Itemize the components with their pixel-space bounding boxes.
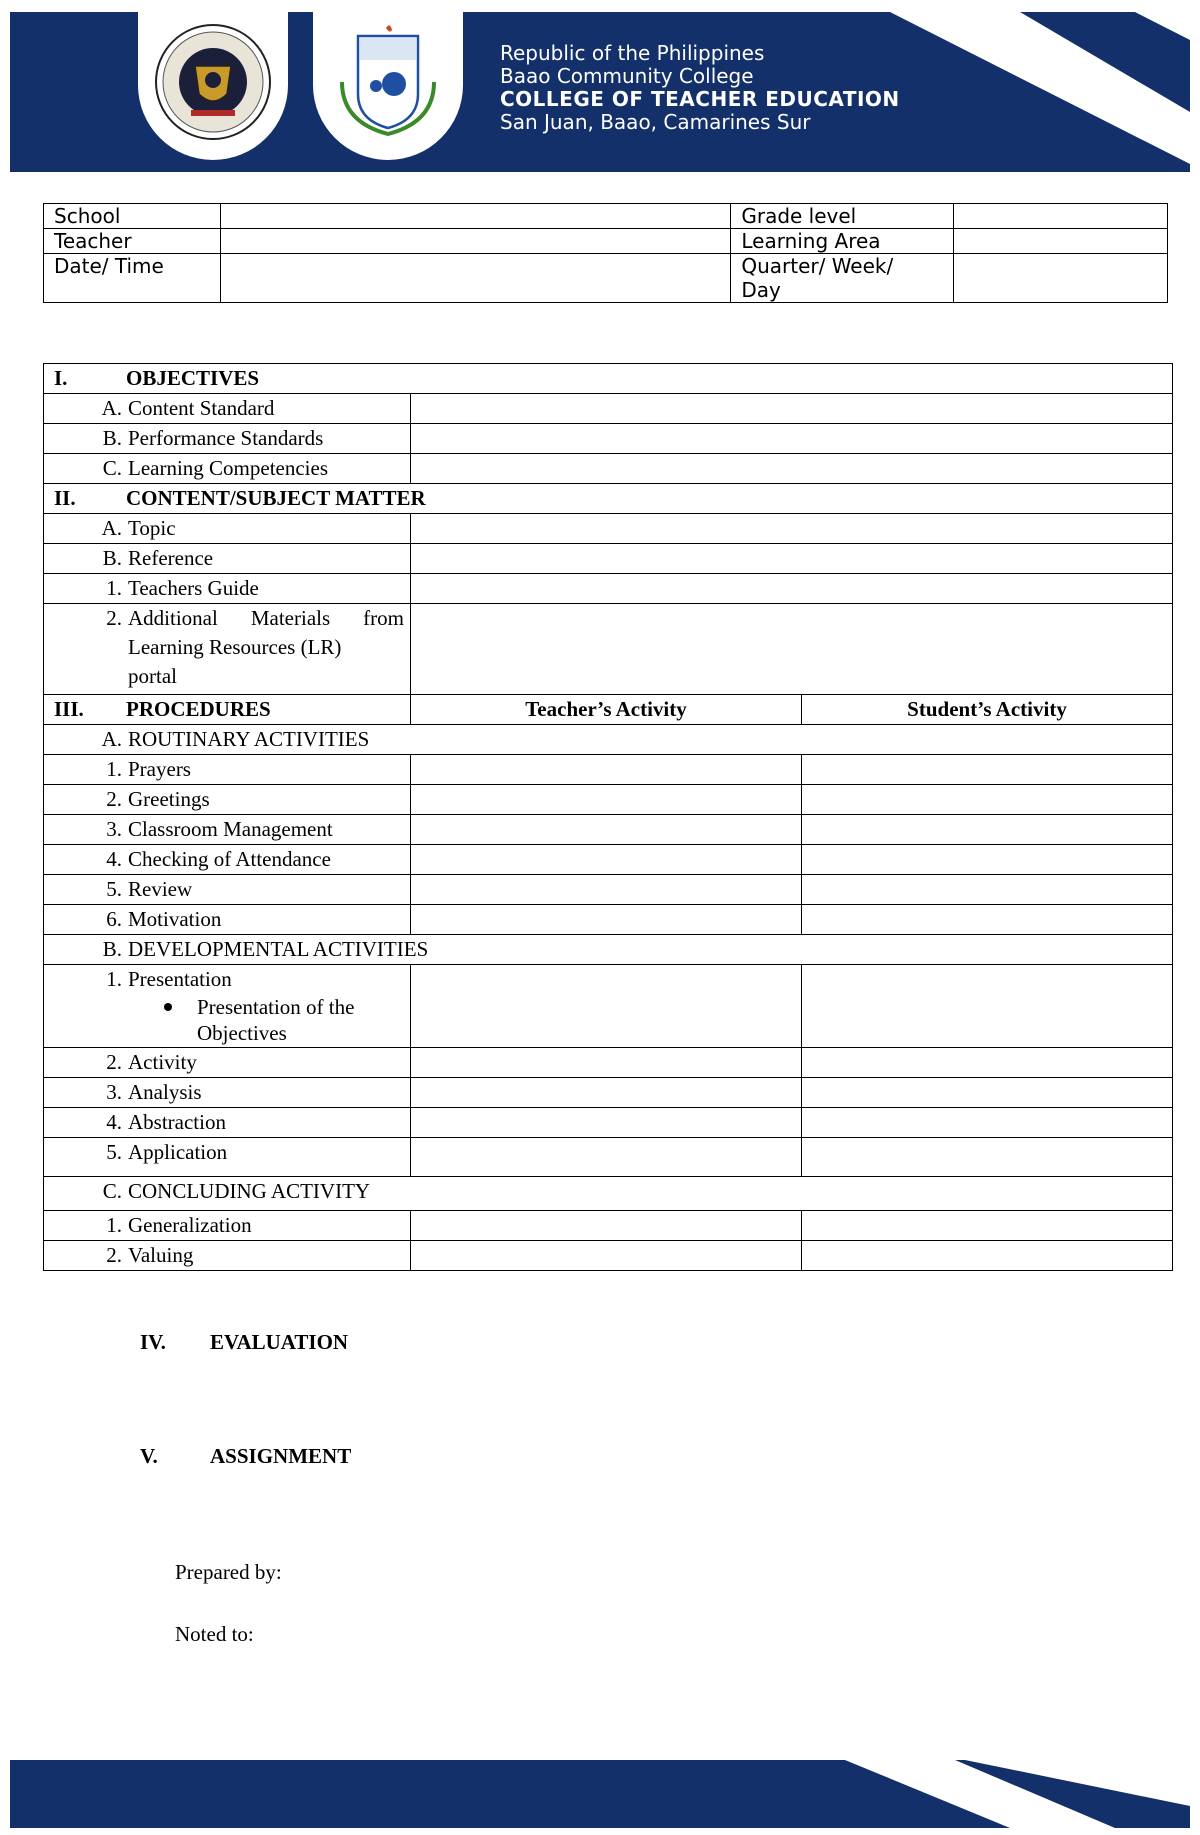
teacher-activity-cell[interactable] [411,1048,802,1078]
item-label: CONCLUDING ACTIVITY [128,1179,371,1203]
table-row [44,935,1173,965]
student-activity-cell[interactable] [802,875,1173,905]
teacher-activity-cell[interactable] [411,1078,802,1108]
header-banner [10,12,1190,172]
table-row [44,815,1173,845]
row-label [44,394,411,424]
section-title: ASSIGNMENT [210,1444,352,1468]
item-number: C. [102,456,122,480]
item-number: B. [102,546,122,570]
student-activity-cell[interactable] [802,1078,1173,1108]
row-label [44,1211,411,1241]
teacher-label: Teacher [44,229,221,254]
row-label [44,544,411,574]
table-row [44,394,1173,424]
teachers-guide-field[interactable] [411,574,1173,604]
additional-materials-field[interactable] [411,604,1173,695]
teacher-activity-cell[interactable] [411,755,802,785]
topic-field[interactable] [411,514,1173,544]
section-number: IV. [140,1330,166,1354]
table-row [44,755,1173,785]
student-activity-cell[interactable] [802,815,1173,845]
row-label [44,785,411,815]
developmental-header [44,935,1173,965]
item-label: Valuing [128,1243,194,1267]
item-label: Activity [128,1050,197,1074]
item-label: Learning Competencies [128,456,329,480]
footer-stripe-decoration [10,1760,1190,1828]
item-number: A. [101,727,122,751]
table-row [44,229,1168,254]
item-label: Review [128,877,193,901]
row-label [44,965,411,1048]
table-row [44,1138,1173,1177]
logo-left-tab [138,12,288,160]
row-label [44,815,411,845]
section-title: CONTENT/SUBJECT MATTER [126,486,426,510]
performance-standards-field[interactable] [411,424,1173,454]
teacher-activity-cell[interactable] [411,875,802,905]
table-row [44,1211,1173,1241]
teacher-activity-cell[interactable] [411,845,802,875]
item-label: Motivation [128,907,222,931]
item-label-word: from [363,606,404,630]
row-label [44,1078,411,1108]
reference-field[interactable] [411,544,1173,574]
item-number: 1. [106,757,122,781]
student-activity-cell[interactable] [802,755,1173,785]
item-number: 1. [106,1213,122,1237]
item-number: B. [102,937,122,961]
item-label-word: Additional [128,606,218,630]
item-number: 1. [106,967,122,991]
item-number: B. [102,426,122,450]
student-activity-header: Student’s Activity [802,695,1173,725]
quarter-label-line-2: Day [741,278,781,302]
row-label [44,454,411,484]
item-label-line: Learning Resources (LR) [128,635,342,659]
item-number: 2. [106,606,122,630]
row-label [44,1108,411,1138]
date-time-field[interactable] [220,254,730,303]
item-label: Application [128,1140,228,1164]
table-row [44,544,1173,574]
row-label [44,905,411,935]
lesson-info-table [43,203,1168,303]
teacher-activity-cell[interactable] [411,1108,802,1138]
item-number: 2. [106,1243,122,1267]
row-label [44,1241,411,1271]
section-title: PROCEDURES [126,697,271,721]
school-label: School [44,204,221,229]
section-title: OBJECTIVES [126,366,260,390]
item-label: Checking of Attendance [128,847,331,871]
table-row [44,905,1173,935]
section-number: II. [54,486,76,510]
table-row [44,845,1173,875]
item-label: Abstraction [128,1110,226,1134]
student-activity-cell[interactable] [802,905,1173,935]
noted-to-label: Noted to: [175,1622,254,1646]
item-label: Performance Standards [128,426,324,450]
teacher-activity-header: Teacher’s Activity [411,695,802,725]
row-label [44,1048,411,1078]
row-label [44,424,411,454]
assignment-heading [140,1444,351,1469]
table-row [44,424,1173,454]
item-number: 2. [106,1050,122,1074]
table-row [44,514,1173,544]
item-number: A. [101,516,122,540]
teacher-activity-cell[interactable] [411,1241,802,1271]
routinary-header [44,725,1173,755]
item-number: 3. [106,1080,122,1104]
item-label: Presentation [128,967,232,991]
header-college-name: Baao Community College [500,64,754,88]
table-row [44,725,1173,755]
prepared-by-label: Prepared by: [175,1560,282,1584]
item-label: ROUTINARY ACTIVITIES [128,727,370,751]
table-row [44,254,1168,303]
section-title: EVALUATION [210,1330,349,1354]
footer-banner [10,1760,1190,1828]
learning-area-field[interactable] [954,229,1168,254]
row-label [44,875,411,905]
table-row [44,1078,1173,1108]
item-number: 3. [106,817,122,841]
student-activity-cell[interactable] [802,1211,1173,1241]
grade-level-field[interactable] [954,204,1168,229]
table-row [44,1241,1173,1271]
student-activity-cell[interactable] [802,845,1173,875]
table-row [44,1048,1173,1078]
header-text [500,42,900,134]
table-row [44,364,1173,394]
objectives-header [44,364,1173,394]
item-number: C. [102,1179,122,1203]
table-row [44,454,1173,484]
item-number: 4. [106,1110,122,1134]
item-number: 2. [106,787,122,811]
bullet-icon [164,1003,172,1011]
item-label: Content Standard [128,396,275,420]
student-activity-cell[interactable] [802,1048,1173,1078]
teacher-activity-cell[interactable] [411,785,802,815]
section-number: V. [140,1444,158,1468]
teacher-activity-cell[interactable] [411,1211,802,1241]
header-republic: Republic of the Philippines [500,41,765,65]
evaluation-heading [140,1330,348,1355]
item-number: 4. [106,847,122,871]
item-number: 5. [106,1140,122,1164]
teacher-activity-cell[interactable] [411,1138,802,1177]
table-row [44,484,1173,514]
college-of-education-seal-icon [328,22,448,142]
row-label [44,845,411,875]
item-label: DEVELOPMENTAL ACTIVITIES [128,937,429,961]
learning-area-label: Learning Area [731,229,954,254]
row-label [44,1138,411,1177]
item-label-line: portal [128,664,177,688]
item-label: Topic [128,516,176,540]
student-activity-cell[interactable] [802,1241,1173,1271]
procedures-header [44,695,411,725]
item-label: Greetings [128,787,210,811]
teacher-activity-cell[interactable] [411,815,802,845]
grade-level-label: Grade level [731,204,954,229]
row-label [44,604,411,695]
lesson-plan-table [43,363,1173,1271]
student-activity-cell[interactable] [802,785,1173,815]
concluding-header [44,1177,1173,1211]
student-activity-cell[interactable] [802,1108,1173,1138]
table-row [44,965,1173,1048]
section-number: III. [54,697,84,721]
date-time-label: Date/ Time [44,254,221,303]
table-row [44,604,1173,695]
content-header [44,484,1173,514]
baao-community-college-seal-icon [153,22,273,142]
quarter-week-day-label [731,254,954,303]
item-number: 6. [106,907,122,931]
bullet-text: Presentation of the [197,995,355,1019]
learning-competencies-field[interactable] [411,454,1173,484]
table-row [44,695,1173,725]
bullet-item [44,994,410,1046]
table-row [44,1177,1173,1211]
row-label [44,755,411,785]
item-label: Prayers [128,757,191,781]
header-address: San Juan, Baao, Camarines Sur [500,110,811,134]
table-row [44,574,1173,604]
teacher-field[interactable] [220,229,730,254]
table-row [44,875,1173,905]
item-label: Analysis [128,1080,202,1104]
row-label [44,574,411,604]
header-department: COLLEGE OF TEACHER EDUCATION [500,87,900,111]
bullet-text: Objectives [197,1021,287,1045]
teacher-activity-cell[interactable] [411,905,802,935]
row-label [44,514,411,544]
item-label: Classroom Management [128,817,333,841]
student-activity-cell[interactable] [802,1138,1173,1177]
logo-right-tab [313,12,463,160]
table-row [44,1108,1173,1138]
item-label: Generalization [128,1213,252,1237]
item-label-word: Materials [250,606,331,630]
quarter-week-day-field[interactable] [954,254,1168,303]
teacher-activity-cell[interactable] [411,965,802,1048]
item-number: 5. [106,877,122,901]
table-row [44,204,1168,229]
content-standard-field[interactable] [411,394,1173,424]
school-field[interactable] [220,204,730,229]
table-row [44,785,1173,815]
item-label: Reference [128,546,214,570]
section-number: I. [54,366,68,390]
item-number: 1. [106,576,122,600]
item-label: Teachers Guide [128,576,259,600]
quarter-label-line-1: Quarter/ Week/ [741,254,894,278]
item-number: A. [101,396,122,420]
student-activity-cell[interactable] [802,965,1173,1048]
